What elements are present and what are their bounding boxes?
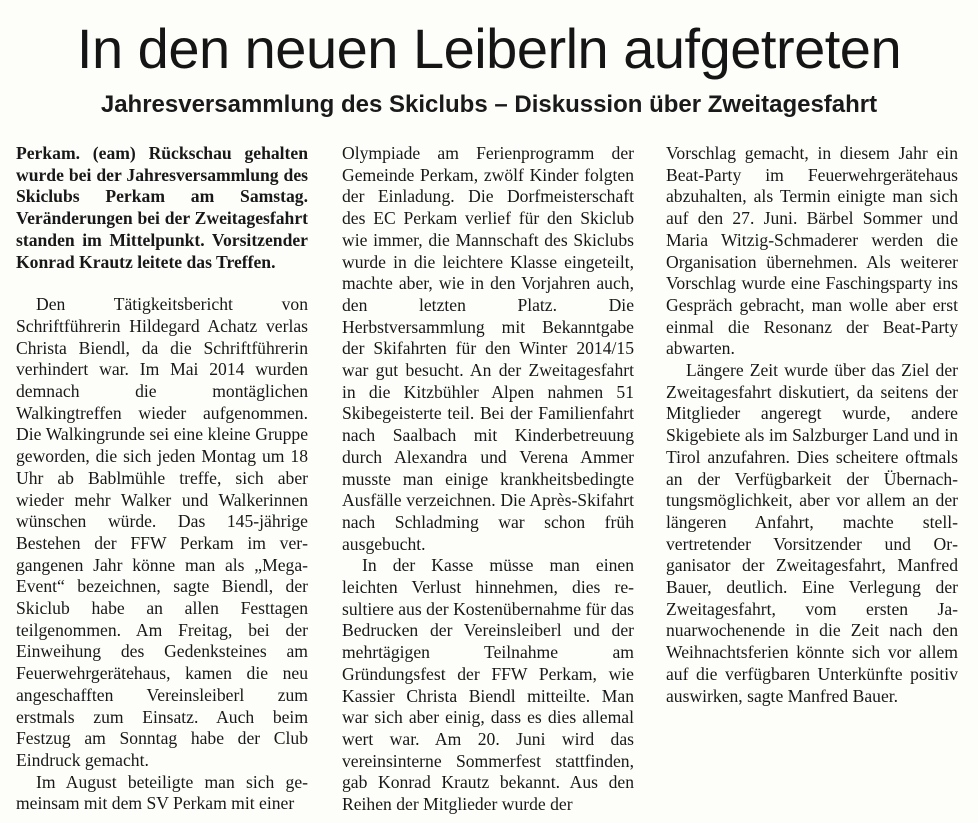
article-column-2 bbox=[342, 143, 634, 816]
body-paragraph: Vorschlag gemacht, in diesem Jahr ein Beat-Party im Feuerwehrgerätehaus abzuhalten, als Termin einigte man sich auf den 27. Juni. Bärbel Sommer und Maria Witzig-Schmaderer werden die Organisation übernehmen. Als weiterer Vorschlag wurde eine Faschingsparty ins Gespräch gebracht, man wolle aber erst einmal die Resonanz der Beat-Party abwarten. bbox=[666, 143, 958, 359]
lead-paragraph: Perkam. (eam) Rückschau gehalten wurde bei der Jahresversammlung des Skiclubs Perkam am Samstag. Veränderungen bei der Zweitagesfahrt standen im Mittelpunkt. Vorsitzender Konrad Krautz leitete das Treffen. bbox=[16, 143, 308, 272]
article-column-3 bbox=[666, 143, 958, 707]
article-column-1 bbox=[16, 143, 308, 815]
body-paragraph: Im August beteiligte man sich gemeinsam mit dem SV Perkam mit einer bbox=[16, 771, 308, 814]
subheadline: Jahresversammlung des Skiclubs – Diskussion über Zweitagesfahrt bbox=[100, 91, 878, 118]
headline: In den neuen Leiberln aufgetreten bbox=[76, 17, 902, 80]
body-paragraph: Den Tätigkeitsbericht von Schriftführerin Hildegard Achatz verlas Christa Biendl, da die Schriftführerin verhindert war. Im Mai 2014 wurden demnach die montäglichen Walkingtreffen wieder aufgenommen. Die Walkingrunde sei eine kleine Gruppe geworden, die sich jeden Montag um 18 Uhr ab Bablmühle treffe, sich aber wieder mehr Walker und Walkerinnen wünschen würde. Das 145-jährige Bestehen der FFW Perkam im vergangenen Jahr könne man als „Mega-Event“ bezeichnen, sagte Biendl, der Skiclub habe an allen Festtagen teilgenommen. Am Freitag, bei der Einweihung des Gedenksteines am Feuerwehrgerätehaus, kamen die neu angeschafften Vereinsleiberl zum erstmals zum Einsatz. Auch beim Festzug am Sonntag habe der Club Eindruck gemacht. bbox=[16, 294, 308, 770]
body-paragraph: Olympiade am Ferienprogramm der Gemeinde Perkam, zwölf Kinder folgten der Einladung. Die Dorfmeisterschaft des EC Perkam verlief für den Skiclub wie immer, die Mannschaft des Skiclubs wurde in die leichtere Klasse eingeteilt, machte aber, wie in den Vorjahren auch, den letzten Platz. Die Herbstversammlung mit Bekanntgabe der Skifahrten für den Winter 2014/15 war gut besucht. An der Zweitagesfahrt in die Kitzbühler Alpen nahmen 51 Skibegeisterte teil. Bei der Familienfahrt nach Saalbach mit Kinderbetreuung durch Alexandra und Verena Ammer musste man einige krankheitsbedingte Ausfälle verzeichnen. Die Après-Skifahrt nach Schladming war schon früh ausgebucht. bbox=[342, 143, 634, 554]
body-paragraph: Längere Zeit wurde über das Ziel der Zweitagesfahrt diskutiert, da seitens der Mitglieder angeregt wurde, andere Skigebiete als im Salzburger Land und in Tirol anzufahren. Dies scheitere oftmals an der Verfügbarkeit der Übernachtungsmöglichkeit, aber vor allem an der längeren Anfahrt, machte stellvertretender Vorsitzender und Organisator der Zweitagesfahrt, Manfred Bauer, deutlich. Eine Verlegung der Zweitagesfahrt, vom ersten Januarwochenende in die Zeit nach den Weihnachtsferien könnte sich vor allem auf die verfügbaren Unterkünfte positiv auswirken, sagte Manfred Bauer. bbox=[666, 360, 958, 706]
body-paragraph: In der Kasse müsse man einen leichten Verlust hinnehmen, dies resultiere aus der Kostenübernahme für das Bedrucken der Vereinsleiberl und der mehrtägigen Teilnahme am Gründungsfest der FFW Perkam, wie Kassier Christa Biendl mitteilte. Man war sich aber einig, dass es dies allemal wert war. Am 20. Juni wird das vereinsinterne Sommerfest stattfinden, gab Konrad Krautz bekannt. Aus den Reihen der Mitglieder wurde der bbox=[342, 555, 634, 815]
